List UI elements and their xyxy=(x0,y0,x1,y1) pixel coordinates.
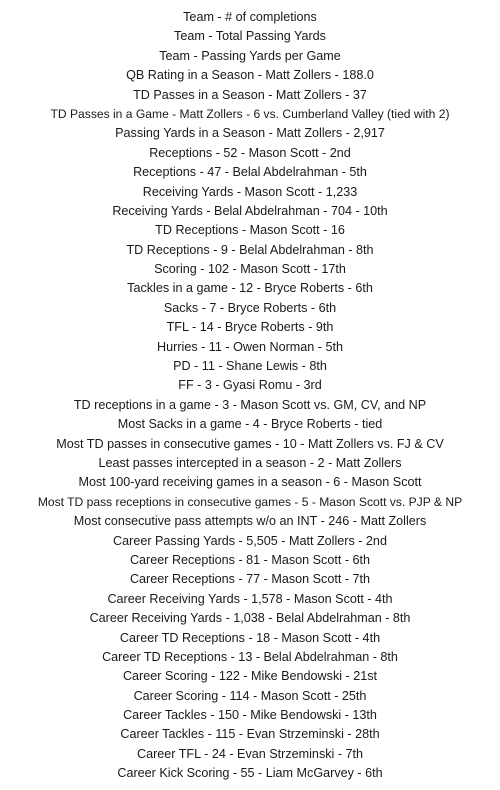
record-line: Most Sacks in a game - 4 - Bryce Roberts - tied xyxy=(117,417,383,432)
record-line: TD Receptions - Mason Scott - 16 xyxy=(155,223,345,238)
record-line: Career Tackles - 150 - Mike Bendowski - 13th xyxy=(123,708,377,723)
record-line: Receptions - 52 - Mason Scott - 2nd xyxy=(149,145,351,160)
record-line: TD Receptions - 9 - Belal Abdelrahman - 8th xyxy=(126,242,374,257)
record-line: Hurries - 11 - Owen Norman - 5th xyxy=(157,339,343,354)
record-line: Career Passing Yards - 5,505 - Matt Zollers - 2nd xyxy=(113,533,387,548)
record-line: Career Receiving Yards - 1,578 - Mason Scott - 4th xyxy=(107,591,393,606)
record-line: TD receptions in a game - 3 - Mason Scott vs. GM, CV, and NP xyxy=(73,397,427,412)
record-line: Most 100-yard receiving games in a season - 6 - Mason Scott xyxy=(78,475,422,490)
record-line: Receiving Yards - Mason Scott - 1,233 xyxy=(142,184,358,199)
record-line: Career Scoring - 114 - Mason Scott - 25th xyxy=(133,688,367,703)
record-line: Career Tackles - 115 - Evan Strzeminski - 28th xyxy=(120,727,380,742)
record-line: QB Rating in a Season - Matt Zollers - 188.0 xyxy=(126,68,374,83)
record-line: TD Passes in a Game - Matt Zollers - 6 vs. Cumberland Valley (tied with 2) xyxy=(50,106,450,121)
record-line: Career Receiving Yards - 1,038 - Belal Abdelrahman - 8th xyxy=(89,611,411,626)
record-line: Team - Total Passing Yards xyxy=(174,29,326,44)
record-line: Career Scoring - 122 - Mike Bendowski - 21st xyxy=(122,669,378,684)
record-line: Most TD passes in consecutive games - 10 - Matt Zollers vs. FJ & CV xyxy=(56,436,444,451)
record-line: Most consecutive pass attempts w/o an INT - 246 - Matt Zollers xyxy=(73,514,427,529)
record-line: Team - # of completions xyxy=(183,10,317,24)
record-line: TD Passes in a Season - Matt Zollers - 37 xyxy=(133,87,367,102)
record-line: Career Receptions - 77 - Mason Scott - 7th xyxy=(129,572,371,587)
records-list xyxy=(0,8,500,784)
record-line: Receiving Yards - Belal Abdelrahman - 704 - 10th xyxy=(112,203,388,218)
record-line: Tackles in a game - 12 - Bryce Roberts - 6th xyxy=(127,281,373,296)
record-line: Scoring - 102 - Mason Scott - 17th xyxy=(154,262,346,277)
record-line: Least passes intercepted in a season - 2 - Matt Zollers xyxy=(98,455,402,470)
record-line: Receptions - 47 - Belal Abdelrahman - 5th xyxy=(133,165,367,180)
record-line: Career TD Receptions - 13 - Belal Abdelrahman - 8th xyxy=(102,649,398,664)
record-line: FF - 3 - Gyasi Romu - 3rd xyxy=(178,378,322,393)
record-line: Career TFL - 24 - Evan Strzeminski - 7th xyxy=(136,746,364,761)
record-line: TFL - 14 - Bryce Roberts - 9th xyxy=(166,320,334,335)
record-line: Career Receptions - 81 - Mason Scott - 6th xyxy=(129,552,371,567)
record-line: PD - 11 - Shane Lewis - 8th xyxy=(173,359,327,374)
record-line: Career Kick Scoring - 55 - Liam McGarvey - 6th xyxy=(117,766,383,781)
record-line: Sacks - 7 - Bryce Roberts - 6th xyxy=(163,300,337,315)
record-line: Passing Yards in a Season - Matt Zollers - 2,917 xyxy=(115,126,385,141)
record-line: Most TD pass receptions in consecutive games - 5 - Mason Scott vs. PJP & NP xyxy=(37,494,463,509)
record-line: Team - Passing Yards per Game xyxy=(159,48,341,63)
record-line: Career TD Receptions - 18 - Mason Scott - 4th xyxy=(119,630,381,645)
